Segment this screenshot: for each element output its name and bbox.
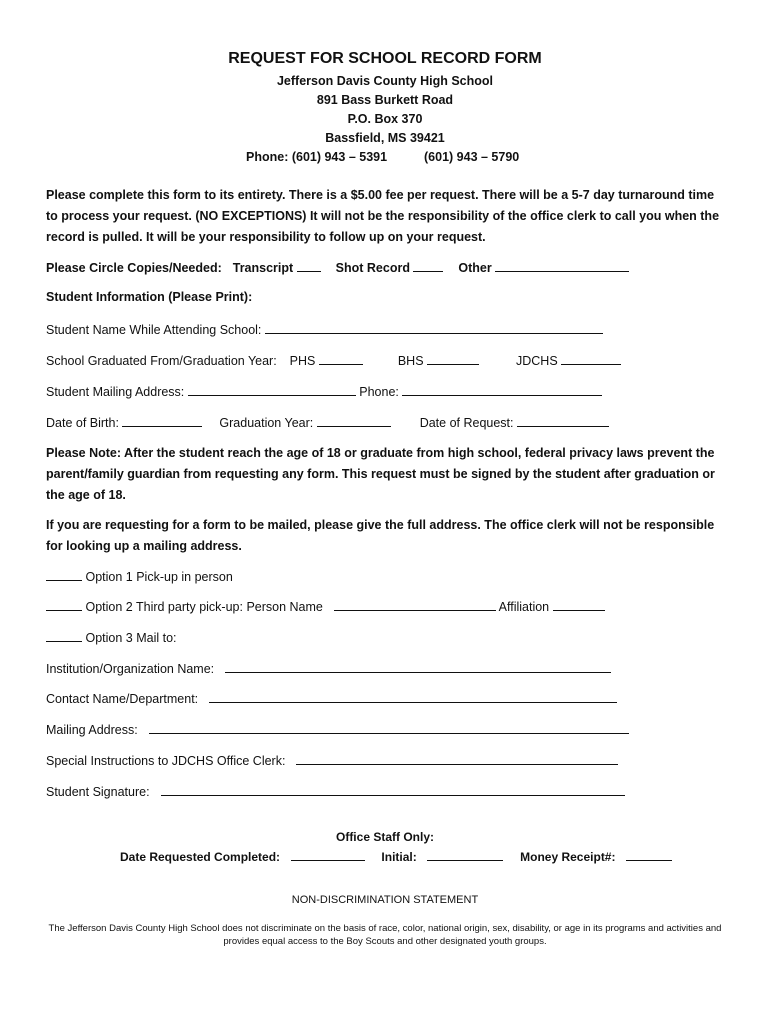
receipt-label: Money Receipt#:: [520, 850, 616, 864]
intro-paragraph: Please complete this form to its entirety. There is a $5.00 fee per request. There will be a 5-7 day turnaround time to process your request. (NO EXCEPTIONS) It will not be the responsibility of the office clerk to call you when the record is pulled. It will be your responsibility to follow up on your request.: [46, 188, 720, 244]
copies-needed-row: [46, 259, 629, 275]
mailing-address-row: [46, 383, 602, 399]
contact-label: Contact Name/Department:: [46, 692, 199, 706]
phs-label: PHS: [289, 354, 316, 368]
grad-year-label: Graduation Year:: [219, 416, 314, 430]
date-completed-label: Date Requested Completed:: [120, 850, 281, 864]
school-city: Bassfield, MS 39421: [325, 131, 445, 145]
special-instructions-row: [46, 752, 618, 768]
institution-label: Institution/Organization Name:: [46, 662, 215, 676]
shot-record-option[interactable]: Shot Record: [335, 261, 410, 275]
dob-field[interactable]: [122, 414, 202, 427]
contact-row: [46, 690, 617, 706]
privacy-note: Please Note: After the student reach the age of 18 or graduate from high school, federal privacy laws prevent the parent/family guardian from requesting any form. This request must be signed by the student after graduation or the age of 18.: [46, 446, 715, 502]
institution-field[interactable]: [225, 660, 611, 673]
dob-label: Date of Birth:: [46, 416, 119, 430]
option-3-row: [46, 629, 177, 645]
school-graduated-row: [46, 352, 621, 368]
other-option[interactable]: Other: [458, 261, 492, 275]
transcript-option[interactable]: Transcript: [232, 261, 294, 275]
student-name-label: Student Name While Attending School:: [46, 323, 262, 337]
copies-label: Please Circle Copies/Needed:: [46, 261, 222, 275]
initial-field[interactable]: [427, 848, 503, 861]
other-blank[interactable]: [495, 259, 629, 272]
nondiscrimination-text: The Jefferson Davis County High School does not discriminate on the basis of race, color, national origin, sex, disability, or age in its programs and activities and provides equal access to the Boy Scouts and other designated youth groups.: [48, 923, 722, 947]
mailing-address-label: Student Mailing Address:: [46, 385, 185, 399]
student-name-row: [46, 321, 603, 337]
office-heading: Office Staff Only:: [335, 830, 434, 844]
date-request-label: Date of Request:: [419, 416, 514, 430]
initial-label: Initial:: [381, 850, 417, 864]
receipt-field[interactable]: [626, 848, 672, 861]
school-name: Jefferson Davis County High School: [276, 74, 493, 88]
person-name-field[interactable]: [334, 598, 496, 611]
affiliation-field[interactable]: [553, 598, 605, 611]
signature-row: [46, 783, 625, 799]
jdchs-label: JDCHS: [515, 354, 558, 368]
transcript-blank[interactable]: [297, 259, 321, 272]
shot-record-blank[interactable]: [413, 259, 443, 272]
phone-label: Phone:: [359, 385, 399, 399]
special-instructions-field[interactable]: [296, 752, 618, 765]
nondiscrimination-heading: NON-DISCRIMINATION STATEMENT: [291, 894, 479, 906]
option-1-row: [46, 568, 233, 584]
form-title: REQUEST FOR SCHOOL RECORD FORM: [228, 50, 542, 67]
phs-field[interactable]: [319, 352, 363, 365]
option-3-label: Option 3 Mail to:: [85, 631, 177, 645]
jdchs-field[interactable]: [561, 352, 621, 365]
mailing-address-field[interactable]: [188, 383, 356, 396]
mail-note: If you are requesting for a form to be mailed, please give the full address. The office clerk will not be responsible for looking up a mailing address.: [46, 518, 715, 553]
bhs-label: BHS: [397, 354, 424, 368]
dates-row: [46, 414, 609, 430]
option-2-row: [46, 598, 605, 614]
school-po-box: P.O. Box 370: [347, 112, 423, 126]
mail-address-field[interactable]: [149, 721, 629, 734]
contact-field[interactable]: [209, 690, 617, 703]
mail-address-label: Mailing Address:: [46, 723, 138, 737]
special-instructions-label: Special Instructions to JDCHS Office Clerk:: [46, 754, 286, 768]
institution-row: [46, 660, 611, 676]
option-1-label: Option 1 Pick-up in person: [85, 570, 233, 584]
student-info-heading: Student Information (Please Print):: [46, 290, 253, 304]
date-request-field[interactable]: [517, 414, 609, 427]
option-3-blank[interactable]: [46, 629, 82, 642]
phone-1: Phone: (601) 943 – 5391: [246, 150, 388, 164]
school-street: 891 Bass Burkett Road: [316, 93, 454, 107]
office-row: [120, 848, 672, 864]
mail-address-row: [46, 721, 629, 737]
signature-field[interactable]: [161, 783, 625, 796]
student-name-field[interactable]: [265, 321, 603, 334]
bhs-field[interactable]: [427, 352, 479, 365]
phone-field[interactable]: [402, 383, 602, 396]
option-2-blank[interactable]: [46, 598, 82, 611]
option-2-label: Option 2 Third party pick-up: Person Name: [85, 600, 323, 614]
signature-label: Student Signature:: [46, 785, 150, 799]
grad-year-field[interactable]: [317, 414, 391, 427]
school-graduated-label: School Graduated From/Graduation Year:: [46, 354, 277, 368]
affiliation-label: Affiliation: [498, 600, 550, 614]
school-phone: [246, 150, 519, 164]
date-completed-field[interactable]: [291, 848, 365, 861]
phone-2: (601) 943 – 5790: [424, 150, 520, 164]
option-1-blank[interactable]: [46, 568, 82, 581]
